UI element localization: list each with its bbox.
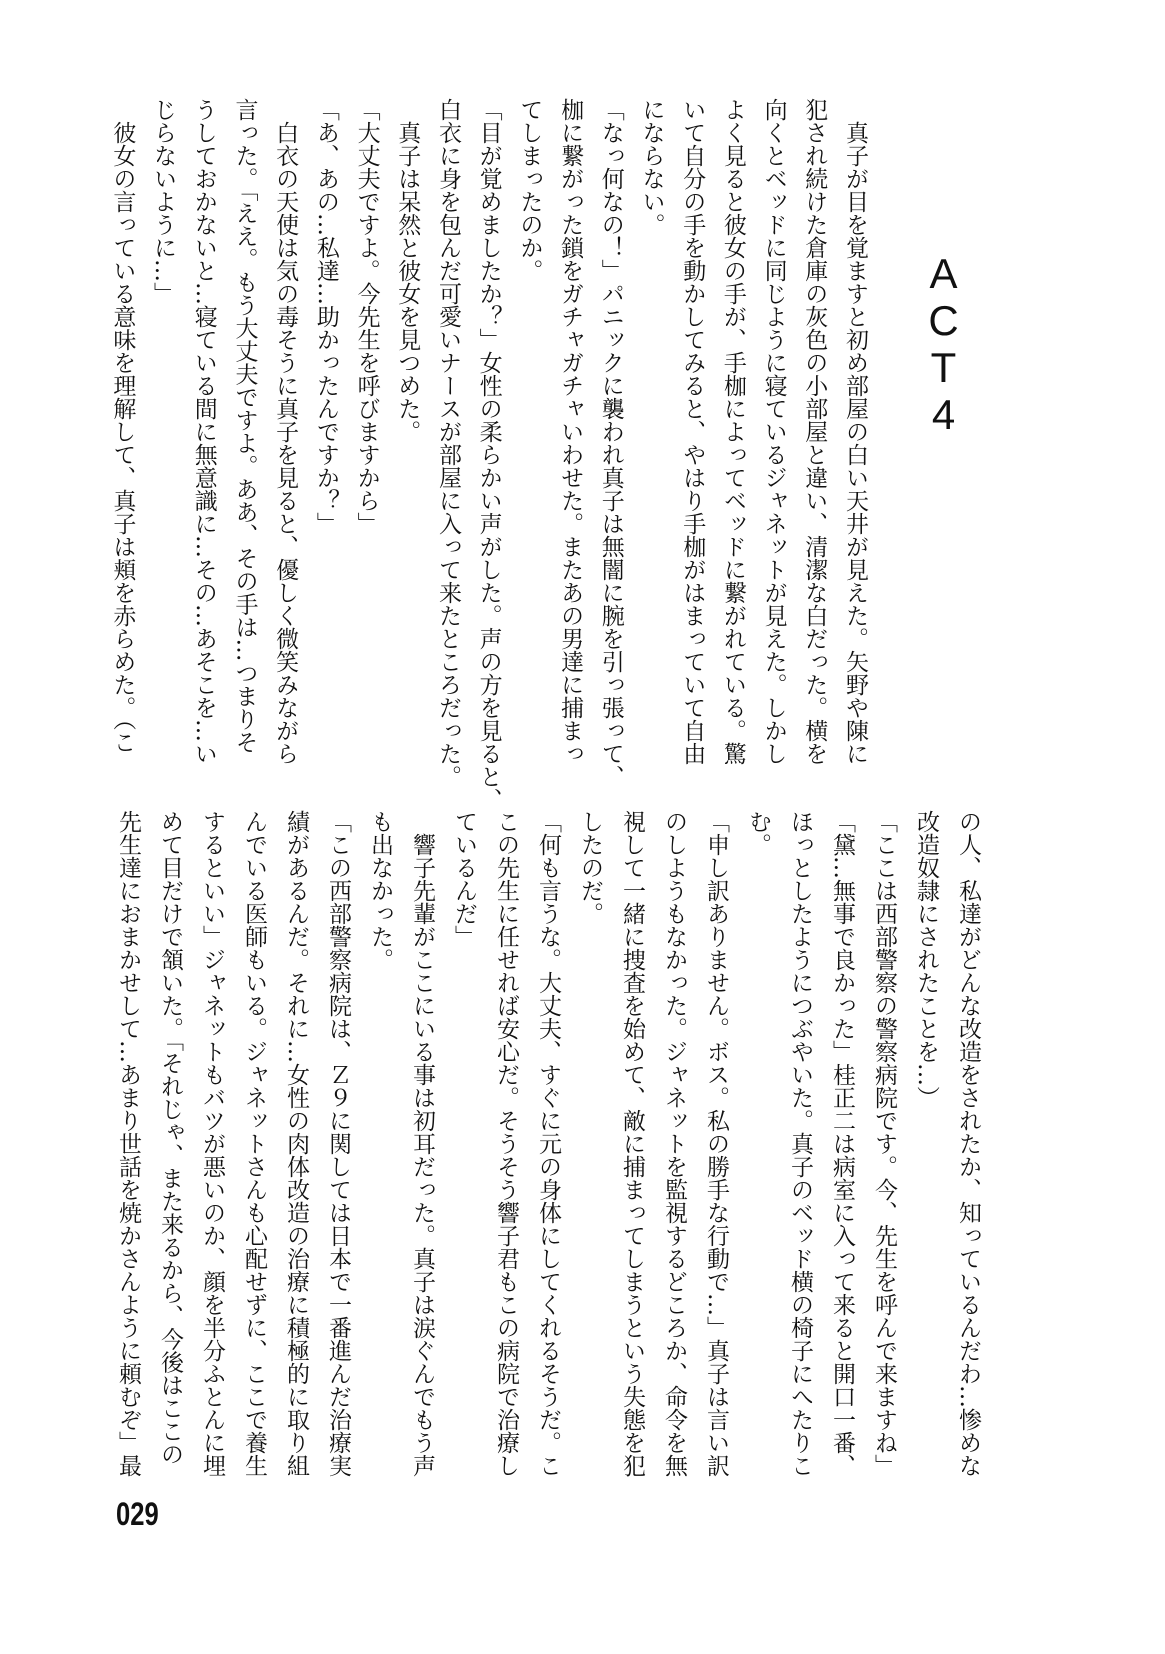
text-column: んでいる医師もいる。ジャネットさんも心配せずに、ここで養生	[241, 810, 267, 1477]
text-column: 先生達におまかせして…あまり世話を焼かさんように頼むぞ」最	[115, 810, 141, 1477]
text-column: 彼女の言っている意味を理解して、真子は頬を赤らめた。（こ	[109, 98, 136, 754]
text-column: も出なかった。	[367, 810, 393, 971]
text-column: 視して一緒に捜査を始めて、敵に捕まってしまうという失態を犯	[619, 810, 645, 1477]
text-column: 「申し訳ありません。ボス。私の勝手な行動で…」真子は言い訳	[703, 810, 729, 1477]
text-column: うしておかないと…寝ている間に無意識に…その…あそこを…い	[190, 98, 217, 765]
text-column: 「目が覚めましたか？」女性の柔らかい声がした。声の方を見ると、	[475, 98, 502, 811]
text-column: したのだ。	[577, 810, 603, 925]
text-column: 「あ、あの…私達…助かったんですか？」	[312, 98, 339, 535]
text-column: にならない。	[638, 98, 665, 236]
text-column: ているんだ」	[451, 810, 477, 948]
text-column: 「黛…無事で良かった」桂正二は病室に入って来ると開口一番、	[829, 810, 855, 1477]
text-column: この先生に任せれば安心だ。そうそう響子君もこの病院で治療し	[493, 810, 519, 1477]
text-column: てしまったのか。	[516, 98, 543, 282]
text-column: めて目だけで頷いた。「それじゃ、また来るから、今後はここの	[157, 810, 183, 1466]
text-block-bottom	[107, 810, 989, 1510]
text-column: 真子は呆然と彼女を見つめた。	[394, 98, 421, 443]
text-column: 真子が目を覚ますと初め部屋の白い天井が見えた。矢野や陳に	[842, 98, 868, 765]
text-column: 犯され続けた倉庫の灰色の小部屋と違い、清潔な白だった。横を	[801, 98, 828, 765]
text-column: 響子先輩がここにいる事は初耳だった。真子は涙ぐんでもう声	[409, 810, 435, 1477]
text-column: ほっとしたようにつぶやいた。真子のベッド横の椅子にへたりこ	[787, 810, 813, 1477]
chapter-title: ACT4	[920, 250, 967, 438]
text-column: 「大丈夫ですよ。今先生を呼びますから」	[353, 98, 380, 535]
text-column: 白衣の天使は気の毒そうに真子を見ると、優しく微笑みながら	[272, 98, 299, 765]
text-block-top	[102, 98, 875, 811]
text-column: 言った。「ええ。もう大丈夫ですよ。ああ、その手は…つまりそ	[231, 98, 258, 754]
text-column: 績があるんだ。それに…女性の肉体改造の治療に積極的に取り組	[283, 810, 309, 1477]
page-number: 029	[116, 1496, 159, 1532]
text-column: む。	[745, 810, 771, 856]
text-column: よく見ると彼女の手が、手枷によってベッドに繋がれている。驚	[719, 98, 746, 765]
text-column: 「ここは西部警察の警察病院です。今、先生を呼んで来ますね」	[871, 810, 897, 1477]
text-column: じらないように…」	[150, 98, 177, 305]
text-column: いて自分の手を動かしてみると、やはり手枷がはまっていて自由	[679, 98, 706, 765]
text-column: するといい」ジャネットもバツが悪いのか、顔を半分ふとんに埋	[199, 810, 225, 1477]
text-column: 白衣に身を包んだ可愛いナースが部屋に入って来たところだった。	[434, 98, 461, 788]
text-column: 改造奴隷にされたことを…）	[913, 810, 939, 1109]
text-column: 「何も言うな。大丈夫、すぐに元の身体にしてくれるそうだ。こ	[535, 810, 561, 1477]
text-column: の人、私達がどんな改造をされたか、知っているんだわ…惨めな	[955, 810, 981, 1477]
text-column: 「なっ何なの！」パニックに襲われ真子は無闇に腕を引っ張って、	[597, 98, 624, 788]
text-column: 「この西部警察病院は、Ｚ９に関しては日本で一番進んだ治療実	[325, 810, 351, 1477]
text-column: 向くとベッドに同じように寝ているジャネットが見えた。しかし	[760, 98, 787, 765]
text-column: 枷に繋がった鎖をガチャガチャいわせた。またあの男達に捕まっ	[557, 98, 584, 765]
text-column: のしようもなかった。ジャネットを監視するどころか、命令を無	[661, 810, 687, 1477]
